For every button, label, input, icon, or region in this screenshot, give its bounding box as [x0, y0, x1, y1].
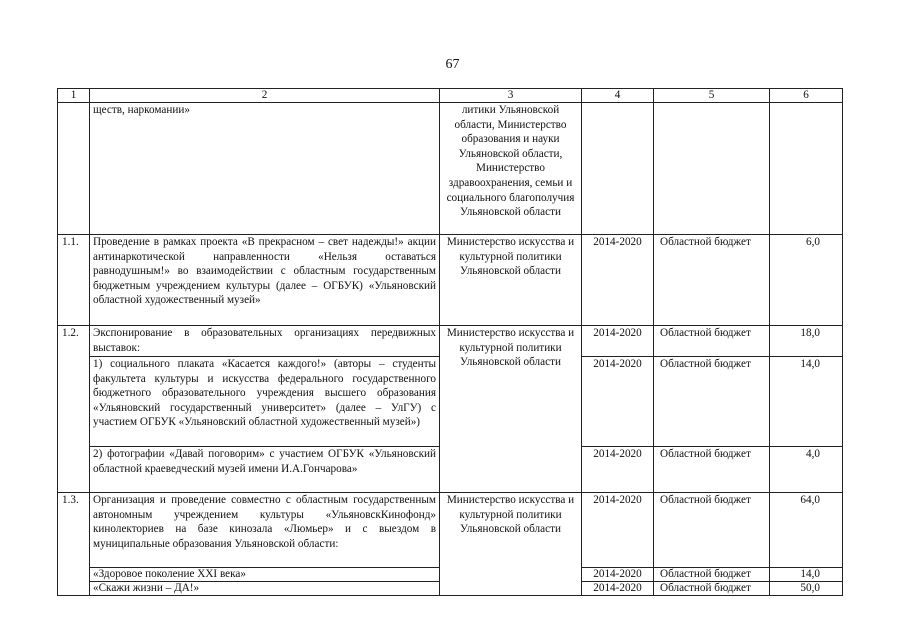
header-cell: 3: [440, 89, 582, 103]
activity-text: 2) фотографии «Давай поговорим» с участием ОГБУК «Ульяновский областной краеведческий музей имени И.А.Гончарова»: [90, 447, 440, 493]
activity-text: «Скажи жизни – ДА!»: [90, 582, 440, 596]
header-cell: 4: [582, 89, 654, 103]
amount-text: 14,0: [770, 568, 843, 582]
amount-text: 14,0: [770, 357, 843, 447]
header-cell: 5: [654, 89, 770, 103]
header-cell: 1: [58, 89, 90, 103]
table-row: [58, 493, 843, 568]
table-row: [58, 103, 843, 235]
source-text: Областной бюджет: [654, 447, 770, 493]
header-cell: 6: [770, 89, 843, 103]
row-number: 1.3.: [58, 493, 90, 596]
table-row: [58, 235, 843, 326]
activity-text: 1) социального плаката «Касается каждого!» (авторы – студенты факультета культуры и искусства федерального государственного бюджетного образовательного учреждения высшего образования «Ульяновский государственный университет» (далее – УлГУ) с участием ОГБУК «Ульяновский областной художественный музей»): [90, 357, 440, 447]
page-number: 67: [445, 57, 460, 72]
years-text: 2014-2020: [582, 357, 654, 447]
source-text: [654, 103, 770, 235]
row-number: 1.2.: [58, 326, 90, 493]
amount-text: 18,0: [770, 326, 843, 357]
source-text: Областной бюджет: [654, 493, 770, 568]
years-text: 2014-2020: [582, 582, 654, 596]
years-text: [582, 103, 654, 235]
activity-text: Проведение в рамках проекта «В прекрасном – свет надежды!» акции антинаркотической направленности «Нельзя оставаться равнодушным!» во взаимодействии с областным государственным бюджетным учреждением культуры (далее – ОГБУК) «Ульяновский областной художественный музей»: [90, 235, 440, 326]
header-cell: 2: [90, 89, 440, 103]
table-row: [58, 326, 843, 357]
amount-text: 4,0: [770, 447, 843, 493]
source-text: Областной бюджет: [654, 326, 770, 357]
source-text: Областной бюджет: [654, 357, 770, 447]
activity-text: Организация и проведение совместно с областным государственным автономным учреждением культуры «УльяновскКинофонд» кинолекториев на базе кинозала «Люмьер» и с выездом в муниципальные образования Ульяновской области:: [90, 493, 440, 568]
row-number: 1.1.: [58, 235, 90, 326]
source-text: Областной бюджет: [654, 582, 770, 596]
activity-text: «Здоровое поколение XXI века»: [90, 568, 440, 582]
amount-text: 6,0: [770, 235, 843, 326]
years-text: 2014-2020: [582, 493, 654, 568]
program-table: [57, 88, 843, 596]
executor-text: Министерство искусства и культурной политики Ульяновской области: [440, 493, 582, 596]
executor-text: Министерство искусства и культурной политики Ульяновской области: [440, 235, 582, 326]
source-text: Областной бюджет: [654, 568, 770, 582]
executor-text: литики Ульяновской области, Министерство образования и науки Ульяновской области, Министерство здравоохранения, семьи и социального благополучия Ульяновской области: [440, 103, 582, 235]
executor-text: Министерство искусства и культурной политики Ульяновской области: [440, 326, 582, 493]
amount-text: 64,0: [770, 493, 843, 568]
activity-text: ществ, наркомании»: [90, 103, 440, 235]
row-number: [58, 103, 90, 235]
amount-text: 50,0: [770, 582, 843, 596]
years-text: 2014-2020: [582, 235, 654, 326]
amount-text: [770, 103, 843, 235]
years-text: 2014-2020: [582, 326, 654, 357]
source-text: Областной бюджет: [654, 235, 770, 326]
header-row: [58, 89, 843, 103]
years-text: 2014-2020: [582, 568, 654, 582]
years-text: 2014-2020: [582, 447, 654, 493]
activity-text: Экспонирование в образовательных организациях передвижных выставок:: [90, 326, 440, 357]
